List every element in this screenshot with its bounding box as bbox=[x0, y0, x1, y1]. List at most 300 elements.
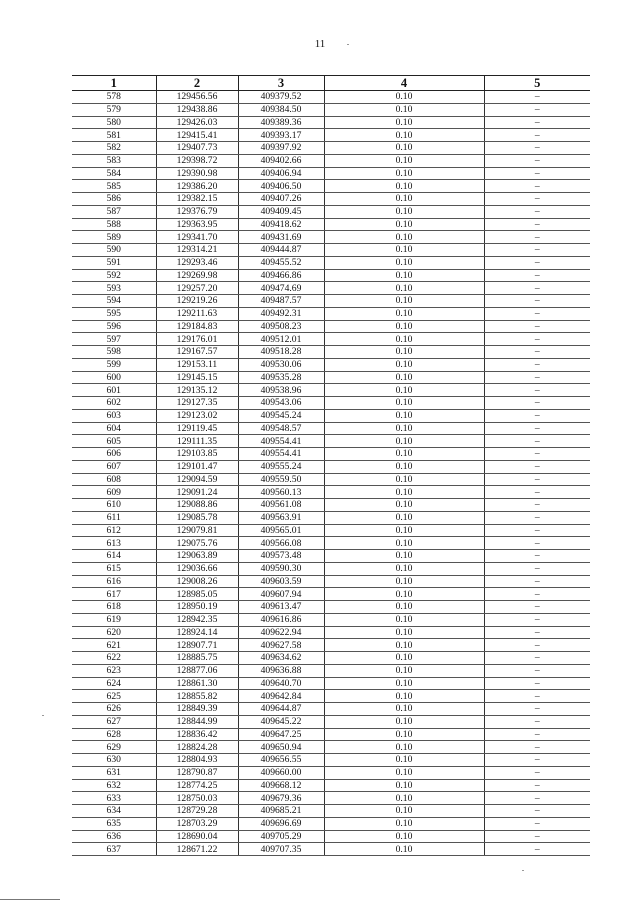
note-cell: – bbox=[484, 511, 590, 524]
point-number-cell: 637 bbox=[72, 843, 156, 856]
y-coordinate-cell: 409508.23 bbox=[238, 320, 324, 333]
note-cell: – bbox=[484, 486, 590, 499]
note-cell: – bbox=[484, 588, 590, 601]
y-coordinate-cell: 409642.84 bbox=[238, 690, 324, 703]
note-cell: – bbox=[484, 703, 590, 716]
point-number-cell: 599 bbox=[72, 358, 156, 371]
point-number-cell: 591 bbox=[72, 256, 156, 269]
note-cell: – bbox=[484, 320, 590, 333]
y-coordinate-cell: 409563.91 bbox=[238, 511, 324, 524]
x-coordinate-cell: 129376.79 bbox=[156, 205, 238, 218]
note-cell: – bbox=[484, 91, 590, 104]
table-header bbox=[72, 76, 590, 91]
column-header-5: 5 bbox=[484, 76, 590, 91]
y-coordinate-cell: 409554.41 bbox=[238, 435, 324, 448]
column-header-2: 2 bbox=[156, 76, 238, 91]
y-coordinate-cell: 409685.21 bbox=[238, 805, 324, 818]
accuracy-cell: 0.10 bbox=[324, 129, 484, 142]
table-row bbox=[72, 244, 590, 257]
point-number-cell: 626 bbox=[72, 703, 156, 716]
y-coordinate-cell: 409707.35 bbox=[238, 843, 324, 856]
point-number-cell: 615 bbox=[72, 562, 156, 575]
x-coordinate-cell: 128885.75 bbox=[156, 652, 238, 665]
note-cell: – bbox=[484, 601, 590, 614]
point-number-cell: 592 bbox=[72, 269, 156, 282]
note-cell: – bbox=[484, 766, 590, 779]
accuracy-cell: 0.10 bbox=[324, 116, 484, 129]
note-cell: – bbox=[484, 256, 590, 269]
x-coordinate-cell: 129008.26 bbox=[156, 575, 238, 588]
table-row bbox=[72, 295, 590, 308]
point-number-cell: 595 bbox=[72, 307, 156, 320]
note-cell: – bbox=[484, 116, 590, 129]
note-cell: – bbox=[484, 167, 590, 180]
note-cell: – bbox=[484, 231, 590, 244]
x-coordinate-cell: 129101.47 bbox=[156, 460, 238, 473]
table-row bbox=[72, 499, 590, 512]
point-number-cell: 624 bbox=[72, 677, 156, 690]
point-number-cell: 631 bbox=[72, 766, 156, 779]
note-cell: – bbox=[484, 333, 590, 346]
column-header-4: 4 bbox=[324, 76, 484, 91]
x-coordinate-cell: 128690.04 bbox=[156, 830, 238, 843]
point-number-cell: 619 bbox=[72, 613, 156, 626]
table-row bbox=[72, 256, 590, 269]
y-coordinate-cell: 409627.58 bbox=[238, 639, 324, 652]
note-cell: – bbox=[484, 180, 590, 193]
y-coordinate-cell: 409656.55 bbox=[238, 754, 324, 767]
accuracy-cell: 0.10 bbox=[324, 664, 484, 677]
y-coordinate-cell: 409518.28 bbox=[238, 346, 324, 359]
y-coordinate-cell: 409418.62 bbox=[238, 218, 324, 231]
table-row bbox=[72, 805, 590, 818]
note-cell: – bbox=[484, 728, 590, 741]
accuracy-cell: 0.10 bbox=[324, 779, 484, 792]
accuracy-cell: 0.10 bbox=[324, 652, 484, 665]
note-cell: – bbox=[484, 562, 590, 575]
table-row bbox=[72, 154, 590, 167]
x-coordinate-cell: 128907.71 bbox=[156, 639, 238, 652]
table-row bbox=[72, 652, 590, 665]
note-cell: – bbox=[484, 639, 590, 652]
point-number-cell: 605 bbox=[72, 435, 156, 448]
accuracy-cell: 0.10 bbox=[324, 282, 484, 295]
table-row bbox=[72, 231, 590, 244]
scan-speck bbox=[522, 870, 524, 871]
table-row bbox=[72, 473, 590, 486]
point-number-cell: 621 bbox=[72, 639, 156, 652]
note-cell: – bbox=[484, 244, 590, 257]
y-coordinate-cell: 409644.87 bbox=[238, 703, 324, 716]
y-coordinate-cell: 409512.01 bbox=[238, 333, 324, 346]
y-coordinate-cell: 409634.62 bbox=[238, 652, 324, 665]
x-coordinate-cell: 129103.85 bbox=[156, 448, 238, 461]
note-cell: – bbox=[484, 307, 590, 320]
note-cell: – bbox=[484, 805, 590, 818]
note-cell: – bbox=[484, 346, 590, 359]
point-number-cell: 585 bbox=[72, 180, 156, 193]
point-number-cell: 593 bbox=[72, 282, 156, 295]
accuracy-cell: 0.10 bbox=[324, 269, 484, 282]
accuracy-cell: 0.10 bbox=[324, 320, 484, 333]
note-cell: – bbox=[484, 384, 590, 397]
table-row bbox=[72, 129, 590, 142]
scan-speck bbox=[42, 715, 44, 716]
x-coordinate-cell: 128750.03 bbox=[156, 792, 238, 805]
x-coordinate-cell: 129176.01 bbox=[156, 333, 238, 346]
x-coordinate-cell: 129269.98 bbox=[156, 269, 238, 282]
y-coordinate-cell: 409590.30 bbox=[238, 562, 324, 575]
y-coordinate-cell: 409487.57 bbox=[238, 295, 324, 308]
x-coordinate-cell: 129293.46 bbox=[156, 256, 238, 269]
accuracy-cell: 0.10 bbox=[324, 830, 484, 843]
note-cell: – bbox=[484, 397, 590, 410]
accuracy-cell: 0.10 bbox=[324, 103, 484, 116]
note-cell: – bbox=[484, 754, 590, 767]
table-row bbox=[72, 843, 590, 856]
note-cell: – bbox=[484, 460, 590, 473]
y-coordinate-cell: 409573.48 bbox=[238, 550, 324, 563]
table-row bbox=[72, 346, 590, 359]
note-cell: – bbox=[484, 613, 590, 626]
accuracy-cell: 0.10 bbox=[324, 154, 484, 167]
y-coordinate-cell: 409640.70 bbox=[238, 677, 324, 690]
point-number-cell: 617 bbox=[72, 588, 156, 601]
x-coordinate-cell: 129075.76 bbox=[156, 537, 238, 550]
y-coordinate-cell: 409561.08 bbox=[238, 499, 324, 512]
accuracy-cell: 0.10 bbox=[324, 588, 484, 601]
x-coordinate-cell: 128836.42 bbox=[156, 728, 238, 741]
accuracy-cell: 0.10 bbox=[324, 690, 484, 703]
table-row bbox=[72, 613, 590, 626]
x-coordinate-cell: 129088.86 bbox=[156, 499, 238, 512]
table-row bbox=[72, 193, 590, 206]
x-coordinate-cell: 129036.66 bbox=[156, 562, 238, 575]
table-row bbox=[72, 664, 590, 677]
note-cell: – bbox=[484, 779, 590, 792]
note-cell: – bbox=[484, 626, 590, 639]
note-cell: – bbox=[484, 142, 590, 155]
accuracy-cell: 0.10 bbox=[324, 256, 484, 269]
note-cell: – bbox=[484, 154, 590, 167]
table-row bbox=[72, 817, 590, 830]
accuracy-cell: 0.10 bbox=[324, 537, 484, 550]
note-cell: – bbox=[484, 358, 590, 371]
point-number-cell: 616 bbox=[72, 575, 156, 588]
table-row bbox=[72, 754, 590, 767]
table-row bbox=[72, 397, 590, 410]
x-coordinate-cell: 129257.20 bbox=[156, 282, 238, 295]
column-header-1: 1 bbox=[72, 76, 156, 91]
accuracy-cell: 0.10 bbox=[324, 613, 484, 626]
y-coordinate-cell: 409613.47 bbox=[238, 601, 324, 614]
note-cell: – bbox=[484, 817, 590, 830]
point-number-cell: 636 bbox=[72, 830, 156, 843]
y-coordinate-cell: 409603.59 bbox=[238, 575, 324, 588]
accuracy-cell: 0.10 bbox=[324, 817, 484, 830]
accuracy-cell: 0.10 bbox=[324, 601, 484, 614]
point-number-cell: 629 bbox=[72, 741, 156, 754]
point-number-cell: 579 bbox=[72, 103, 156, 116]
y-coordinate-cell: 409645.22 bbox=[238, 715, 324, 728]
accuracy-cell: 0.10 bbox=[324, 358, 484, 371]
point-number-cell: 614 bbox=[72, 550, 156, 563]
accuracy-cell: 0.10 bbox=[324, 295, 484, 308]
table-row bbox=[72, 435, 590, 448]
accuracy-cell: 0.10 bbox=[324, 448, 484, 461]
table-row bbox=[72, 333, 590, 346]
note-cell: – bbox=[484, 435, 590, 448]
point-number-cell: 607 bbox=[72, 460, 156, 473]
x-coordinate-cell: 128985.05 bbox=[156, 588, 238, 601]
accuracy-cell: 0.10 bbox=[324, 792, 484, 805]
note-cell: – bbox=[484, 129, 590, 142]
y-coordinate-cell: 409409.45 bbox=[238, 205, 324, 218]
x-coordinate-cell: 129123.02 bbox=[156, 409, 238, 422]
x-coordinate-cell: 129153.11 bbox=[156, 358, 238, 371]
point-number-cell: 604 bbox=[72, 422, 156, 435]
accuracy-cell: 0.10 bbox=[324, 167, 484, 180]
note-cell: – bbox=[484, 448, 590, 461]
table-row bbox=[72, 639, 590, 652]
table-row bbox=[72, 205, 590, 218]
table-row bbox=[72, 728, 590, 741]
accuracy-cell: 0.10 bbox=[324, 486, 484, 499]
table-row bbox=[72, 448, 590, 461]
point-number-cell: 628 bbox=[72, 728, 156, 741]
x-coordinate-cell: 128855.82 bbox=[156, 690, 238, 703]
point-number-cell: 583 bbox=[72, 154, 156, 167]
x-coordinate-cell: 128804.93 bbox=[156, 754, 238, 767]
accuracy-cell: 0.10 bbox=[324, 205, 484, 218]
coordinates-table bbox=[72, 75, 590, 856]
accuracy-cell: 0.10 bbox=[324, 409, 484, 422]
accuracy-cell: 0.10 bbox=[324, 550, 484, 563]
table-row bbox=[72, 741, 590, 754]
table-row bbox=[72, 690, 590, 703]
x-coordinate-cell: 129363.95 bbox=[156, 218, 238, 231]
point-number-cell: 580 bbox=[72, 116, 156, 129]
point-number-cell: 589 bbox=[72, 231, 156, 244]
scan-edge-line bbox=[0, 899, 60, 900]
table-row bbox=[72, 142, 590, 155]
note-cell: – bbox=[484, 550, 590, 563]
accuracy-cell: 0.10 bbox=[324, 422, 484, 435]
accuracy-cell: 0.10 bbox=[324, 741, 484, 754]
table-row bbox=[72, 116, 590, 129]
accuracy-cell: 0.10 bbox=[324, 728, 484, 741]
table-row bbox=[72, 588, 590, 601]
y-coordinate-cell: 409538.96 bbox=[238, 384, 324, 397]
table-row bbox=[72, 562, 590, 575]
x-coordinate-cell: 128942.35 bbox=[156, 613, 238, 626]
table-row bbox=[72, 792, 590, 805]
table-row bbox=[72, 358, 590, 371]
point-number-cell: 618 bbox=[72, 601, 156, 614]
x-coordinate-cell: 129135.12 bbox=[156, 384, 238, 397]
y-coordinate-cell: 409431.69 bbox=[238, 231, 324, 244]
accuracy-cell: 0.10 bbox=[324, 231, 484, 244]
x-coordinate-cell: 129386.20 bbox=[156, 180, 238, 193]
y-coordinate-cell: 409548.57 bbox=[238, 422, 324, 435]
accuracy-cell: 0.10 bbox=[324, 218, 484, 231]
note-cell: – bbox=[484, 295, 590, 308]
x-coordinate-cell: 129091.24 bbox=[156, 486, 238, 499]
y-coordinate-cell: 409406.94 bbox=[238, 167, 324, 180]
x-coordinate-cell: 129407.73 bbox=[156, 142, 238, 155]
table-row bbox=[72, 524, 590, 537]
x-coordinate-cell: 129456.56 bbox=[156, 91, 238, 104]
point-number-cell: 634 bbox=[72, 805, 156, 818]
table-row bbox=[72, 537, 590, 550]
point-number-cell: 602 bbox=[72, 397, 156, 410]
table-row bbox=[72, 550, 590, 563]
x-coordinate-cell: 128861.30 bbox=[156, 677, 238, 690]
y-coordinate-cell: 409407.26 bbox=[238, 193, 324, 206]
accuracy-cell: 0.10 bbox=[324, 677, 484, 690]
point-number-cell: 620 bbox=[72, 626, 156, 639]
table-row bbox=[72, 409, 590, 422]
y-coordinate-cell: 409647.25 bbox=[238, 728, 324, 741]
table-row bbox=[72, 167, 590, 180]
y-coordinate-cell: 409444.87 bbox=[238, 244, 324, 257]
x-coordinate-cell: 128729.28 bbox=[156, 805, 238, 818]
point-number-cell: 596 bbox=[72, 320, 156, 333]
accuracy-cell: 0.10 bbox=[324, 142, 484, 155]
y-coordinate-cell: 409543.06 bbox=[238, 397, 324, 410]
x-coordinate-cell: 128774.25 bbox=[156, 779, 238, 792]
table-row bbox=[72, 677, 590, 690]
y-coordinate-cell: 409389.36 bbox=[238, 116, 324, 129]
table-row bbox=[72, 486, 590, 499]
x-coordinate-cell: 129390.98 bbox=[156, 167, 238, 180]
point-number-cell: 633 bbox=[72, 792, 156, 805]
x-coordinate-cell: 129063.89 bbox=[156, 550, 238, 563]
y-coordinate-cell: 409705.29 bbox=[238, 830, 324, 843]
x-coordinate-cell: 129398.72 bbox=[156, 154, 238, 167]
table-row bbox=[72, 460, 590, 473]
accuracy-cell: 0.10 bbox=[324, 435, 484, 448]
x-coordinate-cell: 128671.22 bbox=[156, 843, 238, 856]
accuracy-cell: 0.10 bbox=[324, 715, 484, 728]
x-coordinate-cell: 129145.15 bbox=[156, 371, 238, 384]
accuracy-cell: 0.10 bbox=[324, 180, 484, 193]
x-coordinate-cell: 129085.78 bbox=[156, 511, 238, 524]
y-coordinate-cell: 409535.28 bbox=[238, 371, 324, 384]
x-coordinate-cell: 128950.19 bbox=[156, 601, 238, 614]
y-coordinate-cell: 409492.31 bbox=[238, 307, 324, 320]
note-cell: – bbox=[484, 422, 590, 435]
table-row bbox=[72, 91, 590, 104]
point-number-cell: 581 bbox=[72, 129, 156, 142]
y-coordinate-cell: 409607.94 bbox=[238, 588, 324, 601]
accuracy-cell: 0.10 bbox=[324, 575, 484, 588]
point-number-cell: 588 bbox=[72, 218, 156, 231]
note-cell: – bbox=[484, 409, 590, 422]
accuracy-cell: 0.10 bbox=[324, 639, 484, 652]
point-number-cell: 623 bbox=[72, 664, 156, 677]
y-coordinate-cell: 409616.86 bbox=[238, 613, 324, 626]
accuracy-cell: 0.10 bbox=[324, 473, 484, 486]
note-cell: – bbox=[484, 524, 590, 537]
point-number-cell: 603 bbox=[72, 409, 156, 422]
y-coordinate-cell: 409555.24 bbox=[238, 460, 324, 473]
x-coordinate-cell: 128790.87 bbox=[156, 766, 238, 779]
table-row bbox=[72, 320, 590, 333]
point-number-cell: 612 bbox=[72, 524, 156, 537]
y-coordinate-cell: 409406.50 bbox=[238, 180, 324, 193]
note-cell: – bbox=[484, 664, 590, 677]
note-cell: – bbox=[484, 715, 590, 728]
point-number-cell: 608 bbox=[72, 473, 156, 486]
y-coordinate-cell: 409466.86 bbox=[238, 269, 324, 282]
x-coordinate-cell: 128924.14 bbox=[156, 626, 238, 639]
y-coordinate-cell: 409545.24 bbox=[238, 409, 324, 422]
header-row bbox=[72, 76, 590, 91]
table-row bbox=[72, 282, 590, 295]
y-coordinate-cell: 409565.01 bbox=[238, 524, 324, 537]
y-coordinate-cell: 409397.92 bbox=[238, 142, 324, 155]
x-coordinate-cell: 128844.99 bbox=[156, 715, 238, 728]
note-cell: – bbox=[484, 792, 590, 805]
table-row bbox=[72, 307, 590, 320]
x-coordinate-cell: 129426.03 bbox=[156, 116, 238, 129]
accuracy-cell: 0.10 bbox=[324, 843, 484, 856]
point-number-cell: 625 bbox=[72, 690, 156, 703]
point-number-cell: 590 bbox=[72, 244, 156, 257]
y-coordinate-cell: 409566.08 bbox=[238, 537, 324, 550]
table-row bbox=[72, 269, 590, 282]
y-coordinate-cell: 409668.12 bbox=[238, 779, 324, 792]
note-cell: – bbox=[484, 499, 590, 512]
point-number-cell: 586 bbox=[72, 193, 156, 206]
accuracy-cell: 0.10 bbox=[324, 333, 484, 346]
accuracy-cell: 0.10 bbox=[324, 193, 484, 206]
point-number-cell: 582 bbox=[72, 142, 156, 155]
point-number-cell: 613 bbox=[72, 537, 156, 550]
point-number-cell: 600 bbox=[72, 371, 156, 384]
x-coordinate-cell: 129119.45 bbox=[156, 422, 238, 435]
x-coordinate-cell: 129211.63 bbox=[156, 307, 238, 320]
y-coordinate-cell: 409622.94 bbox=[238, 626, 324, 639]
x-coordinate-cell: 128703.29 bbox=[156, 817, 238, 830]
y-coordinate-cell: 409379.52 bbox=[238, 91, 324, 104]
x-coordinate-cell: 129415.41 bbox=[156, 129, 238, 142]
x-coordinate-cell: 129341.70 bbox=[156, 231, 238, 244]
point-number-cell: 627 bbox=[72, 715, 156, 728]
x-coordinate-cell: 129094.59 bbox=[156, 473, 238, 486]
y-coordinate-cell: 409679.36 bbox=[238, 792, 324, 805]
note-cell: – bbox=[484, 269, 590, 282]
accuracy-cell: 0.10 bbox=[324, 805, 484, 818]
x-coordinate-cell: 129438.86 bbox=[156, 103, 238, 116]
y-coordinate-cell: 409660.00 bbox=[238, 766, 324, 779]
accuracy-cell: 0.10 bbox=[324, 511, 484, 524]
accuracy-cell: 0.10 bbox=[324, 371, 484, 384]
scan-speck bbox=[347, 44, 349, 45]
y-coordinate-cell: 409554.41 bbox=[238, 448, 324, 461]
accuracy-cell: 0.10 bbox=[324, 754, 484, 767]
table-row bbox=[72, 180, 590, 193]
table-row bbox=[72, 511, 590, 524]
table-row bbox=[72, 218, 590, 231]
point-number-cell: 594 bbox=[72, 295, 156, 308]
y-coordinate-cell: 409636.88 bbox=[238, 664, 324, 677]
y-coordinate-cell: 409402.66 bbox=[238, 154, 324, 167]
table-row bbox=[72, 422, 590, 435]
note-cell: – bbox=[484, 193, 590, 206]
x-coordinate-cell: 129127.35 bbox=[156, 397, 238, 410]
